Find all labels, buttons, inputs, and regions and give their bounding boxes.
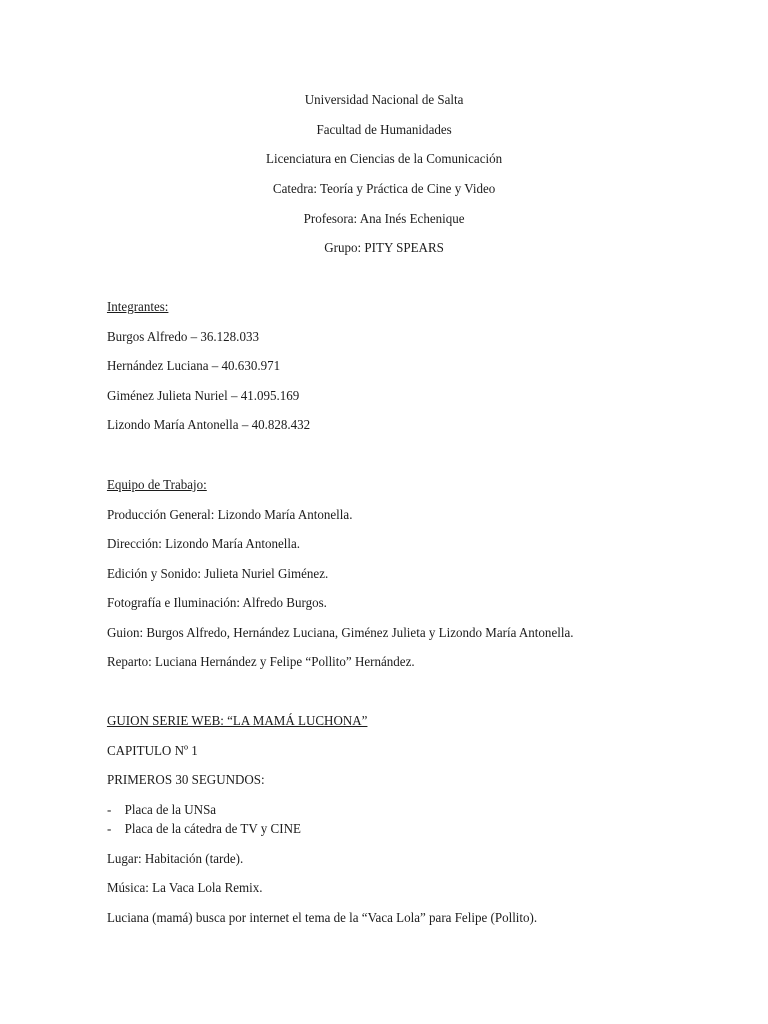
professor-name: Profesora: Ana Inés Echenique: [303, 212, 465, 227]
team-heading: Equipo de Trabajo:: [106, 478, 207, 493]
bullet-text: Placa de la UNSa: [124, 803, 217, 818]
section-label: PRIMEROS 30 SEGUNDOS:: [106, 773, 265, 788]
team-item: Edición y Sonido: Julieta Nuriel Giménez.: [106, 567, 329, 582]
chapter-label: CAPITULO Nº 1: [106, 744, 198, 759]
degree-name: Licenciatura en Ciencias de la Comunicación: [266, 152, 503, 167]
member-item: Burgos Alfredo – 36.128.033: [106, 330, 259, 345]
course-name: Catedra: Teoría y Práctica de Cine y Video: [272, 182, 496, 197]
action-line: Luciana (mamá) busca por internet el tema de la “Vaca Lola” para Felipe (Pollito).: [106, 911, 538, 926]
team-item: Guion: Burgos Alfredo, Hernández Luciana, Giménez Julieta y Lizondo María Antonella.: [106, 626, 574, 641]
member-item: Giménez Julieta Nuriel – 41.095.169: [106, 389, 300, 404]
member-item: Lizondo María Antonella – 40.828.432: [106, 418, 311, 433]
place-line: Lugar: Habitación (tarde).: [106, 852, 244, 867]
group-name: Grupo: PITY SPEARS: [324, 241, 444, 256]
bullet-marker: -: [106, 822, 112, 837]
members-heading: Integrantes:: [106, 300, 169, 315]
script-title: GUION SERIE WEB: “LA MAMÁ LUCHONA”: [106, 714, 368, 729]
faculty-name: Facultad de Humanidades: [316, 123, 452, 138]
university-name: Universidad Nacional de Salta: [304, 93, 464, 108]
team-item: Reparto: Luciana Hernández y Felipe “Pollito” Hernández.: [106, 655, 415, 670]
music-line: Música: La Vaca Lola Remix.: [106, 881, 263, 896]
team-item: Fotografía e Iluminación: Alfredo Burgos.: [106, 596, 327, 611]
team-item: Producción General: Lizondo María Antonella.: [106, 508, 353, 523]
team-item: Dirección: Lizondo María Antonella.: [106, 537, 301, 552]
bullet-text: Placa de la cátedra de TV y CINE: [124, 822, 301, 837]
bullet-marker: -: [106, 803, 112, 818]
member-item: Hernández Luciana – 40.630.971: [106, 359, 281, 374]
